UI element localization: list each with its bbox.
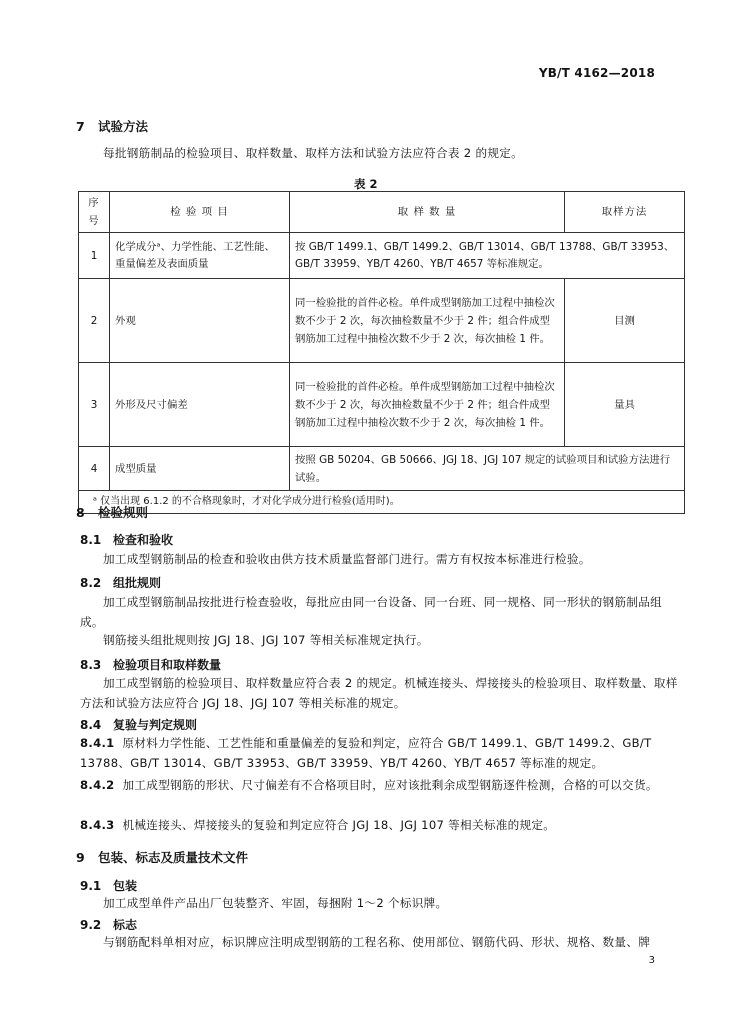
section-7-paragraph: 每批钢筋制品的检验项目、取样数量、取样方法和试验方法应符合表 2 的规定。 — [103, 146, 524, 160]
footnote-mark: ᵃ — [93, 496, 97, 507]
subsection-9-2-heading — [80, 916, 137, 933]
subsection-8-3-heading — [80, 656, 221, 673]
subsection-number: 8.3 — [80, 658, 102, 672]
table-caption: 表 2 — [354, 177, 378, 191]
table-row — [79, 447, 685, 491]
row-item: 成型质量 — [110, 447, 290, 491]
subsection-8-2-paragraph-2: 钢筋接头组批规则按 JGJ 18、JGJ 107 等相关标准规定执行。 — [103, 633, 429, 647]
table-2 — [78, 191, 685, 514]
row-quantity: 按照 GB 50204、GB 50666、JGJ 18、JGJ 107 规定的试验项目和试验方法进行试验。 — [290, 447, 685, 491]
subsection-number: 9.1 — [80, 879, 102, 893]
subsection-title: 复验与判定规则 — [113, 718, 198, 732]
section-7-heading — [76, 117, 148, 135]
row-item: 外形及尺寸偏差 — [110, 363, 290, 447]
subsection-8-1-paragraph: 加工成型钢筋制品的检查和验收由供方技术质量监督部门进行。需方有权按本标准进行检验。 — [103, 552, 591, 566]
row-quantity: 按 GB/T 1499.1、GB/T 1499.2、GB/T 13014、GB/T 13788、GB/T 33953、GB/T 33959、YB/T 4260、YB/T 4657 等标准规定。 — [290, 233, 685, 279]
subsection-title: 包装 — [113, 879, 138, 893]
section-8-heading — [76, 503, 148, 521]
subsection-number: 8.1 — [80, 533, 102, 547]
table-row — [79, 279, 685, 363]
section-number: 8 — [76, 505, 85, 520]
row-quantity: 同一检验批的首件必检。单件成型钢筋加工过程中抽检次数不少于 2 次，每次抽检数量不少于 2 件；组合件成型钢筋加工过程中抽检次数不少于 2 次，每次抽检 1 件。 — [290, 363, 565, 447]
subsection-8-4-heading — [80, 716, 197, 733]
subsection-9-1-paragraph: 加工成型单件产品出厂包装整齐、牢固，每捆附 1～2 个标识牌。 — [103, 896, 448, 910]
row-no: 3 — [79, 363, 110, 447]
clause-text: 原材料力学性能、工艺性能和重量偏差的复验和判定，应符合 GB/T 1499.1、GB/T 1499.2、GB/T 13788、GB/T 13014、GB/T 33953、GB/T 33959、YB/T 4260、YB/T 4657 等标准的规定。 — [80, 736, 652, 770]
subsection-8-2-paragraph-1: 加工成型钢筋制品按批进行检查验收，每批应由同一台设备、同一台班、同一规格、同一形状的钢筋制品组成。 — [80, 595, 663, 629]
section-number: 9 — [76, 850, 85, 865]
table-row — [79, 233, 685, 279]
section-title: 包装、标志及质量技术文件 — [98, 850, 249, 865]
section-title: 检验规则 — [98, 505, 149, 520]
subsection-9-1-heading — [80, 877, 137, 894]
row-no: 1 — [79, 233, 110, 279]
subsection-number: 8.4 — [80, 718, 102, 732]
clause-number: 8.4.2 — [80, 778, 115, 792]
subsection-8-1-heading — [80, 531, 173, 548]
clause-text: 机械连接头、焊接接头的复验和判定应符合 JGJ 18、JGJ 107 等相关标准的规定。 — [122, 818, 556, 832]
header-quantity: 取 样 数 量 — [290, 192, 565, 233]
section-number: 7 — [76, 119, 85, 134]
table-footnote-row — [79, 491, 685, 514]
clause-text: 加工成型钢筋的形状、尺寸偏差有不合格项目时，应对该批剩余成型钢筋逐件检测，合格的可以交货。 — [122, 778, 658, 792]
subsection-number: 9.2 — [80, 918, 102, 932]
table-header-row — [79, 192, 685, 233]
row-no: 4 — [79, 447, 110, 491]
header-no: 序号 — [79, 192, 110, 233]
section-9-heading — [76, 848, 248, 866]
clause-8-4-3 — [80, 815, 684, 835]
clause-8-4-1 — [80, 733, 684, 773]
subsection-number: 8.2 — [80, 576, 102, 590]
clause-8-4-2 — [80, 775, 684, 795]
row-test-method: 量具 — [565, 363, 685, 447]
subsection-title: 检验项目和取样数量 — [113, 658, 222, 672]
subsection-title: 检查和验收 — [113, 533, 174, 547]
header-item: 检 验 项 目 — [110, 192, 290, 233]
section-title: 试验方法 — [98, 119, 149, 134]
table-footnote — [79, 491, 685, 514]
row-quantity: 同一检验批的首件必检。单件成型钢筋加工过程中抽检次数不少于 2 次，每次抽检数量不少于 2 件；组合件成型钢筋加工过程中抽检次数不少于 2 次，每次抽检 1 件。 — [290, 279, 565, 363]
subsection-8-3-paragraph: 加工成型钢筋的检验项目、取样数量应符合表 2 的规定。机械连接头、焊接接头的检验项目、取样数量、取样方法和试验方法应符合 JGJ 18、JGJ 107 等相关标准的规定。 — [80, 676, 678, 710]
row-item: 外观 — [110, 279, 290, 363]
standard-code-header: YB/T 4162—2018 — [538, 66, 655, 80]
clause-number: 8.4.3 — [80, 818, 115, 832]
page-number: 3 — [648, 955, 655, 966]
row-test-method: 目测 — [565, 279, 685, 363]
subsection-title: 组批规则 — [113, 576, 162, 590]
footnote-text: 仅当出现 6.1.2 的不合格现象时，才对化学成分进行检验(适用时)。 — [100, 496, 400, 507]
row-item: 化学成分ᵃ、力学性能、工艺性能、重量偏差及表面质量 — [110, 233, 290, 279]
header-sampling-method: 取样方法 — [565, 192, 685, 233]
subsection-9-2-paragraph: 与钢筋配料单相对应，标识牌应注明成型钢筋的工程名称、使用部位、钢筋代码、形状、规格、数量、牌 — [103, 935, 651, 949]
table-row — [79, 363, 685, 447]
subsection-8-2-heading — [80, 574, 161, 591]
clause-number: 8.4.1 — [80, 736, 115, 750]
row-no: 2 — [79, 279, 110, 363]
subsection-title: 标志 — [113, 918, 138, 932]
